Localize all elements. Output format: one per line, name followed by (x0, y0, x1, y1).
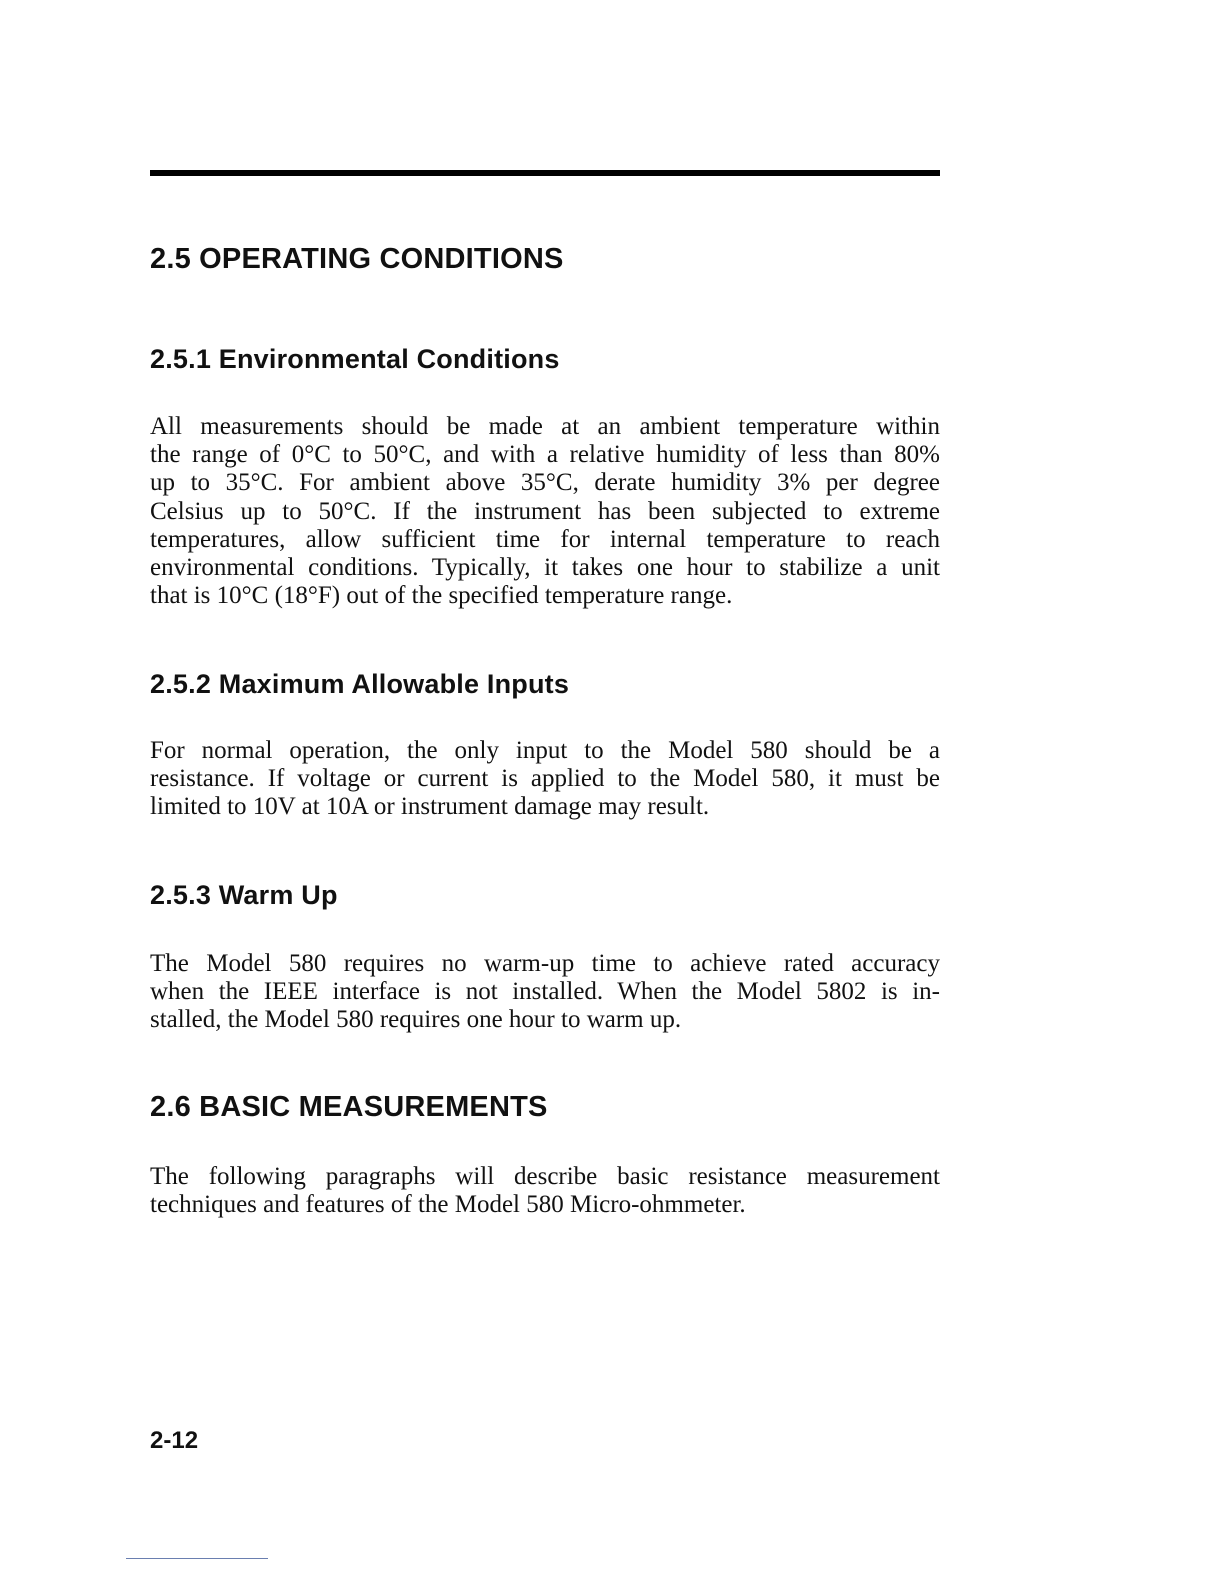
text-line: The Model 580 requires no warm-up time to achieve rated accuracy (150, 950, 940, 977)
text-line: stalled, the Model 580 requires one hour to warm up. (150, 1006, 682, 1034)
subsection-heading-environmental-conditions: 2.5.1 Environmental Conditions (150, 344, 560, 374)
paragraph-maximum-allowable-inputs (150, 737, 940, 822)
text-line: that is 10°C (18°F) out of the specified temperature range. (150, 582, 733, 610)
subsection-heading-warm-up: 2.5.3 Warm Up (150, 880, 338, 910)
section-heading-operating-conditions: 2.5 OPERATING CONDITIONS (150, 243, 564, 275)
text-line: The following paragraphs will describe basic resistance measurement (150, 1163, 940, 1190)
paragraph-warm-up (150, 950, 940, 1035)
text-line: techniques and features of the Model 580 Micro-ohmmeter. (150, 1191, 746, 1219)
text-line: All measurements should be made at an ambient temperature within (150, 413, 940, 440)
text-line: limited to 10V at 10A or instrument damage may result. (150, 793, 710, 821)
page-number: 2-12 (150, 1427, 199, 1454)
subsection-heading-maximum-allowable-inputs: 2.5.2 Maximum Allowable Inputs (150, 669, 570, 699)
paragraph-basic-measurements (150, 1163, 940, 1219)
paragraph-environmental-conditions (150, 413, 940, 610)
text-line: the range of 0°C to 50°C, and with a relative humidity of less than 80% (150, 441, 940, 469)
section-heading-basic-measurements: 2.6 BASIC MEASUREMENTS (150, 1091, 548, 1123)
header-rule (150, 170, 940, 176)
text-line: For normal operation, the only input to the Model 580 should be a (150, 737, 940, 764)
bottom-edge-mark (126, 1558, 268, 1559)
text-line: up to 35°C. For ambient above 35°C, derate humidity 3% per degree (150, 469, 940, 497)
text-line: temperatures, allow sufficient time for internal temperature to reach (150, 525, 940, 553)
text-line: when the IEEE interface is not installed. When the Model 5802 is in- (150, 978, 940, 1006)
text-line: Celsius up to 50°C. If the instrument has been subjected to extreme (150, 497, 940, 525)
text-line: environmental conditions. Typically, it takes one hour to stabilize a unit (150, 554, 940, 582)
text-line: resistance. If voltage or current is applied to the Model 580, it must be (150, 765, 940, 793)
